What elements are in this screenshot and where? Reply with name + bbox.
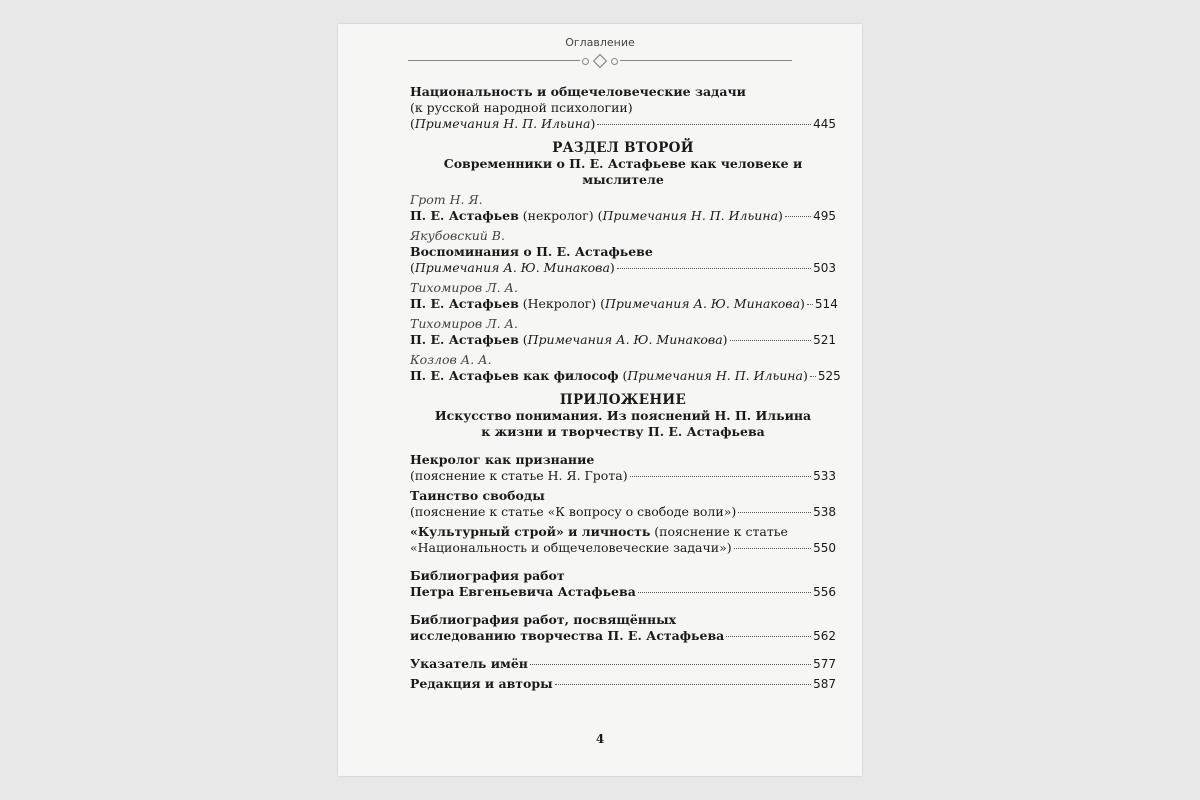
page-ref: 556 <box>813 585 836 599</box>
page-ref: 587 <box>813 677 836 691</box>
page-ref: 514 <box>814 297 838 311</box>
toc-entry[interactable]: Тихомиров Л. А. П. Е. Астафьев (Примечания А. Ю. Минакова) 521 <box>410 316 836 347</box>
toc-entry[interactable]: Редакция и авторы 587 <box>410 676 836 691</box>
page-ref: 533 <box>813 469 836 483</box>
page-ref: 538 <box>813 505 836 519</box>
toc-entry[interactable]: Библиография работ Петра Евгеньевича Астафьева 556 <box>410 568 836 599</box>
page-number: 4 <box>595 732 605 746</box>
toc-entry[interactable]: Якубовский В. Воспоминания о П. Е. Астафьеве (Примечания А. Ю. Минакова) 503 <box>410 228 836 275</box>
section-heading: РАЗДЕЛ ВТОРОЙ Современники о П. Е. Астафьеве как человеке и мыслителе <box>443 140 803 187</box>
toc-entry[interactable]: Грот Н. Я. П. Е. Астафьев (некролог) (Примечания Н. П. Ильина) 495 <box>410 192 836 223</box>
toc-entry[interactable]: Указатель имён 577 <box>410 656 836 671</box>
page-ref: 521 <box>813 333 836 347</box>
page-ref: 562 <box>813 629 836 643</box>
diamond-ornament-icon <box>593 54 607 68</box>
running-head: Оглавление <box>565 36 635 49</box>
page-ref: 495 <box>813 209 836 223</box>
page-ref: 577 <box>813 657 836 671</box>
toc-entry[interactable]: «Культурный строй» и личность (пояснение к статье «Национальность и общечеловеческие задачи») 550 <box>410 524 836 555</box>
toc-entry[interactable]: Национальность и общечеловеческие задачи (к русской народной психологии) (Примечания Н. П. Ильина) 445 <box>410 84 836 131</box>
page-ref: 503 <box>813 261 836 275</box>
page-ref: 525 <box>817 369 841 383</box>
appendix-heading: ПРИЛОЖЕНИЕ Искусство понимания. Из пояснений Н. П. Ильина к жизни и творчеству П. Е. Астафьева <box>434 392 812 439</box>
toc-entry[interactable]: Козлов А. А. П. Е. Астафьев как философ (Примечания Н. П. Ильина) 525 <box>410 352 841 383</box>
ornament-divider <box>408 57 792 65</box>
toc-entry[interactable]: Некролог как признание (пояснение к статье Н. Я. Грота) 533 <box>410 452 836 483</box>
book-page <box>338 24 862 776</box>
toc-entry[interactable]: Тихомиров Л. А. П. Е. Астафьев (Некролог) (Примечания А. Ю. Минакова) 514 <box>410 280 838 311</box>
toc-entry[interactable]: Библиография работ, посвящённых исследованию творчества П. Е. Астафьева 562 <box>410 612 836 643</box>
page-ref: 550 <box>813 541 836 555</box>
page-ref: 445 <box>813 117 836 131</box>
toc-entry[interactable]: Таинство свободы (пояснение к статье «К вопросу о свободе воли») 538 <box>410 488 836 519</box>
table-of-contents <box>410 84 841 696</box>
